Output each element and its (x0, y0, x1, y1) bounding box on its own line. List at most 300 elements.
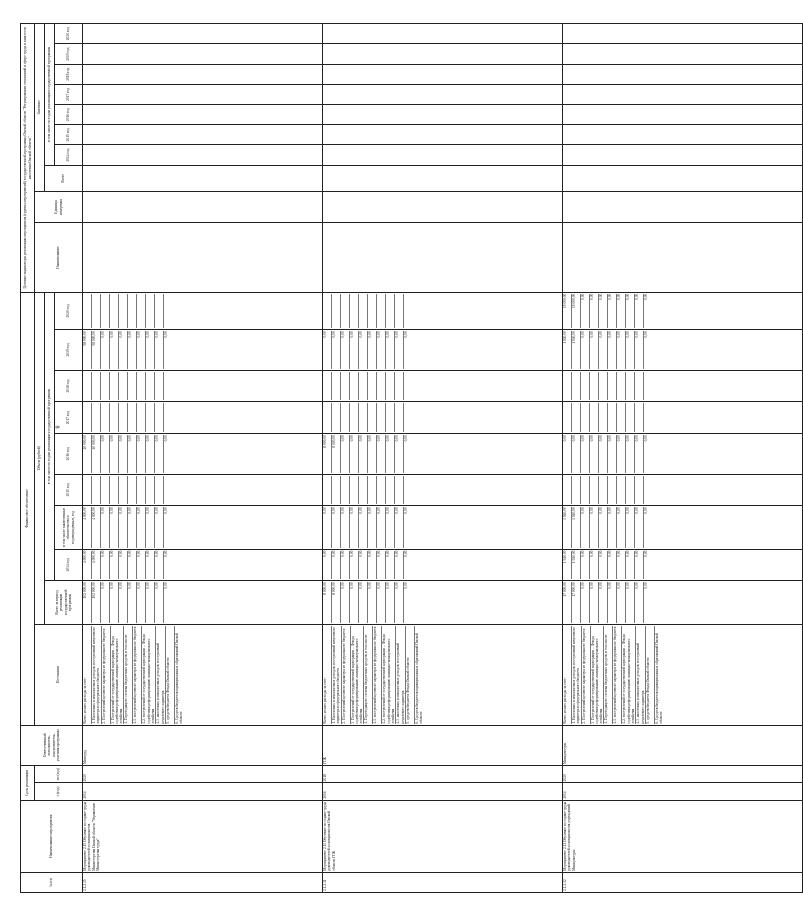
value-cell: 0,00 (404, 435, 408, 442)
source-line: 4.3. налоговых и неналоговых доходов, поступлений нецелевого характера (636, 626, 646, 724)
value-cell: 0,00 (590, 551, 599, 580)
value-cell: 58 000,00 (83, 331, 92, 368)
value-cell: 0,00 (626, 582, 635, 622)
value-cell: 0,00 (590, 507, 599, 547)
value-cell (332, 403, 341, 432)
row-2015 (563, 474, 803, 506)
header-ind-unit: Единица измерения (35, 191, 83, 223)
value-cell (581, 372, 590, 401)
value-cell: 0,00 (626, 435, 635, 472)
value-cell: 8 000,00 (332, 435, 341, 472)
value-cell (110, 476, 119, 505)
value-cell (350, 403, 359, 432)
value-cell (599, 372, 608, 401)
value-cell (137, 476, 146, 505)
value-cell: 0,00 (581, 507, 590, 547)
row-end: 2020 (563, 766, 803, 783)
value-cell (359, 372, 368, 401)
row-start: 2016 (323, 783, 563, 800)
row-2015 (83, 474, 323, 506)
value-cell: 0,00 (572, 435, 581, 472)
value-cell: 0,00 (386, 551, 395, 580)
row-incl (83, 506, 323, 549)
value-cell: 0,00 (368, 551, 377, 580)
value-cell: 0,00 (359, 582, 368, 622)
value-cell (101, 403, 110, 432)
value-cell: 0,00 (404, 331, 408, 338)
value-cell (617, 372, 626, 401)
table-row (83, 24, 323, 893)
value-cell (128, 372, 137, 401)
value-cell (377, 294, 386, 329)
indicator-cell (83, 105, 323, 125)
row-2017 (83, 402, 323, 434)
value-cell: 0,00 (350, 331, 359, 368)
source-line: 4. Переходящего остатка бюджетных средств, в том числе: (604, 626, 613, 724)
value-cell (110, 294, 119, 329)
row-incl (323, 506, 563, 549)
indicator-cell (83, 145, 323, 165)
value-cell: 0,00 (332, 331, 341, 368)
row-2018 (323, 370, 563, 402)
value-cell: 0,00 (128, 435, 137, 472)
value-cell: 0,00 (110, 435, 119, 472)
value-cell (155, 403, 164, 432)
source-line: 6. Средств бюджетов муниципальных образований Омской области (174, 632, 184, 724)
value-cell: 0,00 (635, 294, 644, 329)
value-cell (332, 294, 341, 329)
table-body (83, 24, 803, 893)
value-cell (332, 372, 341, 401)
value-cell: 0,00 (323, 507, 332, 547)
row-name: Мероприятие 2.12 Обучение по охране труда руководителей и специалистов учреждений Минкультуры (563, 800, 803, 872)
row-num: 2.1.2.11 (323, 872, 563, 892)
value-cell (581, 403, 590, 432)
row-2017 (563, 402, 803, 434)
header-total: Всего за период реализации государственной программы (45, 581, 83, 624)
row-start: 2014 (563, 783, 803, 800)
source-line: 1. Налоговых и неналоговых доходов, поступлений нецелевого характера из федерального бюджета (92, 626, 101, 724)
value-cell (323, 403, 332, 432)
value-cell (119, 403, 128, 432)
value-cell: 0,00 (137, 435, 146, 472)
value-cell (395, 372, 404, 401)
value-cell (101, 476, 110, 505)
indicator-cell (83, 125, 323, 145)
value-cell: 0,00 (137, 582, 146, 622)
indicator-cell (563, 125, 803, 145)
value-cell: 0,00 (110, 582, 119, 622)
value-cell: 0,00 (128, 331, 137, 368)
source-line: 4.2. поступлений от государственной корпорации – Фонда содействия реформированию жилищно-коммунального хозяйства (622, 626, 636, 724)
page-number: 8 (53, 425, 60, 429)
source-line: 2. Поступлений целевого характера из федерального бюджета (342, 626, 351, 724)
value-cell (341, 403, 350, 432)
value-cell (635, 403, 644, 432)
value-cell (572, 476, 581, 505)
row-end: 2020 (83, 766, 323, 783)
source-line: 3. Поступлений от государственной корпорации – Фонда содействия реформированию жилищно-коммунального хозяйства (351, 626, 365, 724)
value-cell: 0,00 (119, 582, 128, 622)
source-line: 2. Поступлений целевого характера из федерального бюджета (102, 626, 111, 724)
value-cell (404, 372, 412, 401)
value-cell: 0,00 (146, 507, 155, 547)
value-cell (323, 476, 332, 505)
value-cell: 0,00 (608, 435, 617, 472)
row-2014 (323, 549, 563, 581)
value-cell: 0,00 (617, 582, 626, 622)
value-cell (83, 372, 92, 401)
value-cell: 0,00 (341, 435, 350, 472)
indicator-cell (323, 145, 563, 165)
value-cell (323, 294, 332, 329)
value-cell: 0,00 (395, 331, 404, 368)
value-cell: 0,00 (119, 435, 128, 472)
value-cell: 0,00 (599, 507, 608, 547)
value-cell: 0,00 (359, 331, 368, 368)
value-cell: 0,00 (395, 551, 404, 580)
source-line: Всего, из них расходы за счет: (563, 626, 572, 724)
value-cell: 0,00 (404, 582, 408, 589)
value-cell (563, 403, 572, 432)
value-cell: 0,00 (386, 435, 395, 472)
value-cell: 0,00 (635, 507, 644, 547)
indicator-cell (83, 44, 323, 64)
indicator-cell (563, 44, 803, 64)
row-total (563, 581, 803, 624)
value-cell: 0,00 (590, 294, 599, 329)
value-cell: 0,00 (617, 551, 626, 580)
value-cell: 0,00 (635, 331, 644, 368)
value-cell: 0,00 (644, 435, 648, 442)
value-cell (92, 476, 101, 505)
value-cell (146, 476, 155, 505)
source-line: 3. Поступлений от государственной корпорации – Фонда содействия реформированию жилищно-коммунального хозяйства (591, 626, 605, 724)
value-cell (359, 403, 368, 432)
value-cell: 0,00 (377, 331, 386, 368)
table-row (323, 24, 563, 893)
value-cell: 0,00 (386, 507, 395, 547)
value-cell: 0,00 (377, 435, 386, 472)
indicator-cell (83, 165, 323, 191)
value-cell: 0,00 (155, 507, 164, 547)
value-cell (119, 372, 128, 401)
value-cell (137, 294, 146, 329)
indicator-cell (563, 145, 803, 165)
header-ind-year: 2019 год (55, 44, 83, 64)
source-line: 1. Налоговых и неналоговых доходов, поступлений нецелевого характера из федерального бюджета (332, 626, 341, 724)
row-sources (563, 624, 803, 725)
header-source: Источники (35, 624, 83, 725)
value-cell (128, 476, 137, 505)
value-cell (128, 403, 137, 432)
value-cell (323, 372, 332, 401)
value-cell: 0,00 (350, 507, 359, 547)
header-year: 2017 год (55, 402, 83, 434)
value-cell (119, 476, 128, 505)
value-cell: 0,00 (608, 294, 617, 329)
source-line: Всего, из них расходы за счет: (323, 626, 332, 724)
source-line: 4. Переходящего остатка бюджетных средств, в том числе: (364, 626, 373, 724)
source-line: 4. Переходящего остатка бюджетных средств, в том числе: (124, 626, 133, 724)
value-cell: 0,00 (128, 582, 137, 622)
value-cell: 0,00 (350, 582, 359, 622)
value-cell: 0,00 (386, 331, 395, 368)
value-cell (92, 372, 101, 401)
value-cell (359, 294, 368, 329)
value-cell: 1 940,00 (563, 331, 572, 368)
value-cell (572, 372, 581, 401)
value-cell (146, 403, 155, 432)
value-cell: 0,00 (617, 435, 626, 472)
value-cell: 0,00 (644, 582, 648, 589)
row-sources (83, 624, 323, 725)
value-cell (608, 403, 617, 432)
row-name: Мероприятие 2.15 Обучение по охране труда руководителей и специалистов Министерства Омской области "Управление Министерства труда" (83, 800, 323, 872)
row-executor: Минкультуры (563, 725, 803, 765)
row-num: 2.1.2.12 (563, 872, 803, 892)
value-cell: 0,00 (626, 294, 635, 329)
header-ind-name: Наименование (35, 223, 83, 292)
indicator-cell (323, 24, 563, 44)
value-cell: 0,00 (626, 507, 635, 547)
value-cell: 4 000,00 (92, 551, 101, 580)
header-term-start: с (год) (35, 783, 83, 800)
value-cell: 0,00 (101, 507, 110, 547)
source-line: 4.1. поступлений целевого характера из федерального бюджета (613, 626, 622, 724)
value-cell: 0,00 (395, 582, 404, 622)
row-total (83, 581, 323, 624)
value-cell: 0,00 (341, 331, 350, 368)
value-cell: 0,00 (599, 551, 608, 580)
value-cell: 0,00 (581, 331, 590, 368)
value-cell: 0,00 (590, 435, 599, 472)
value-cell: 0,00 (119, 507, 128, 547)
row-2020 (83, 292, 323, 330)
indicator-cell (563, 64, 803, 84)
header-year: 2020 год (55, 292, 83, 330)
row-2016 (83, 434, 323, 474)
value-cell: 0,00 (128, 507, 137, 547)
header-ind-year: 2015 год (55, 125, 83, 145)
value-cell: 0,00 (137, 551, 146, 580)
value-cell: 17 000,00 (563, 582, 572, 622)
row-2017 (323, 402, 563, 434)
value-cell: 0,00 (119, 551, 128, 580)
value-cell (590, 372, 599, 401)
value-cell (626, 476, 635, 505)
value-cell: 0,00 (626, 551, 635, 580)
value-cell (83, 476, 92, 505)
value-cell: 0,00 (377, 551, 386, 580)
value-cell: 0,00 (119, 331, 128, 368)
header-year: 2018 год (55, 370, 83, 402)
source-line: 4.3. налоговых и неналоговых доходов, поступлений нецелевого характера (156, 626, 166, 724)
value-cell: 0,00 (608, 507, 617, 547)
value-cell: 0,00 (368, 331, 377, 368)
value-cell: 0,00 (359, 435, 368, 472)
value-cell: 102 000,00 (83, 582, 92, 622)
value-cell (83, 294, 92, 329)
row-2014 (83, 549, 323, 581)
header-year: 2015 год (55, 474, 83, 506)
value-cell (128, 294, 137, 329)
header-year: 2016 год (55, 434, 83, 474)
source-line: Всего, из них расходы за счет: (83, 626, 92, 724)
row-name: Мероприятие 2.11 Обучение по охране труда руководителей и специалистов Омской области ГПК (323, 800, 563, 872)
value-cell: 102 000,00 (92, 582, 101, 622)
value-cell (164, 372, 172, 401)
value-cell: 0,00 (599, 582, 608, 622)
value-cell (110, 403, 119, 432)
row-num: 2.1.2.15 (83, 872, 323, 892)
value-cell (386, 403, 395, 432)
value-cell (368, 476, 377, 505)
row-2016 (323, 434, 563, 474)
value-cell (644, 372, 652, 401)
source-line: 4.2. поступлений от государственной корпорации – Фонда содействия реформированию жилищно-коммунального хозяйства (382, 626, 396, 724)
value-cell (395, 294, 404, 329)
value-cell: 0,00 (341, 507, 350, 547)
value-cell: 0,00 (626, 331, 635, 368)
value-cell: 58 000,00 (92, 331, 101, 368)
value-cell (341, 476, 350, 505)
value-cell: 4 000,00 (92, 507, 101, 547)
value-cell: 40 000,00 (83, 435, 92, 472)
value-cell: 0,00 (164, 331, 168, 338)
header-volume: Объем (рублей) (35, 292, 45, 624)
value-cell: 0,00 (377, 507, 386, 547)
value-cell: 0,00 (332, 551, 341, 580)
value-cell (146, 372, 155, 401)
program-table (20, 23, 803, 893)
value-cell: 0,00 (155, 331, 164, 368)
value-cell (377, 372, 386, 401)
value-cell (350, 476, 359, 505)
row-end: 2018 (323, 766, 563, 783)
value-cell (581, 476, 590, 505)
value-cell (101, 294, 110, 329)
value-cell (386, 476, 395, 505)
value-cell (404, 476, 412, 505)
value-cell: 0,00 (581, 582, 590, 622)
header-num: № п/п (21, 872, 83, 892)
value-cell (341, 294, 350, 329)
value-cell (590, 476, 599, 505)
value-cell: 0,00 (599, 331, 608, 368)
value-cell: 0,00 (581, 294, 590, 329)
value-cell (350, 294, 359, 329)
header-indicators: Целевые индикаторы реализации мероприятия (группы мероприятий) государственной программы Омской области "Регулирование отношений в сфере труда и занятости населения Омской области" (21, 24, 35, 293)
value-cell: 4 000,00 (83, 551, 92, 580)
value-cell: 0,00 (368, 582, 377, 622)
row-2015 (323, 474, 563, 506)
value-cell (644, 476, 652, 505)
value-cell (368, 294, 377, 329)
value-cell: 0,00 (155, 435, 164, 472)
value-cell: 0,00 (404, 550, 408, 557)
value-cell (368, 372, 377, 401)
value-cell: 0,00 (164, 550, 168, 557)
value-cell: 0,00 (635, 551, 644, 580)
value-cell: 15 000,00 (572, 294, 581, 329)
value-cell: 0,00 (164, 435, 168, 442)
value-cell (137, 403, 146, 432)
value-cell (617, 476, 626, 505)
header-executor: Ответственный исполнитель, соисполнитель, участник программы (21, 725, 83, 765)
header-year: 2014 год (55, 549, 83, 581)
value-cell: 0,00 (164, 507, 168, 514)
row-start: 2014 (83, 783, 323, 800)
row-2019 (323, 330, 563, 370)
value-cell (332, 476, 341, 505)
source-line: 4.3. налоговых и неналоговых доходов, поступлений нецелевого характера (396, 626, 406, 724)
value-cell: 0,00 (395, 507, 404, 547)
value-cell: 15 000,00 (563, 294, 572, 329)
value-cell (599, 403, 608, 432)
value-cell: 0,00 (341, 551, 350, 580)
source-line: 4.1. поступлений целевого характера из федерального бюджета (373, 626, 382, 724)
value-cell (599, 476, 608, 505)
row-2016 (563, 434, 803, 474)
value-cell: 0,00 (617, 331, 626, 368)
value-cell (377, 476, 386, 505)
value-cell: 0,00 (368, 507, 377, 547)
indicator-cell (83, 191, 323, 223)
value-cell: 0,00 (377, 582, 386, 622)
value-cell: 0,00 (350, 551, 359, 580)
value-cell (119, 294, 128, 329)
row-2019 (563, 330, 803, 370)
indicator-cell (323, 105, 563, 125)
value-cell: 8 000,00 (332, 582, 341, 622)
header-financing: Финансовое обеспечение (21, 292, 35, 725)
value-cell (368, 403, 377, 432)
value-cell: 0,00 (323, 551, 332, 580)
source-line: 5. средств бюджета Фонда Омской области (406, 626, 415, 724)
value-cell: 0,00 (146, 435, 155, 472)
value-cell: 0,00 (608, 551, 617, 580)
value-cell: 0,00 (359, 551, 368, 580)
value-cell: 1 940,00 (563, 551, 572, 580)
indicator-cell (563, 191, 803, 223)
value-cell (404, 403, 412, 432)
header-ind-total: Всего (45, 165, 83, 191)
row-executor: Минтруд (83, 725, 323, 765)
value-cell: 0,00 (101, 331, 110, 368)
source-line: 5. средств бюджета Фонда Омской области (646, 626, 655, 724)
value-cell: 0,00 (323, 331, 332, 368)
value-cell: 0,00 (359, 507, 368, 547)
value-cell (155, 372, 164, 401)
value-cell: 0,00 (644, 507, 648, 514)
indicator-cell (323, 165, 563, 191)
header-name: Наименование мероприятия (21, 800, 83, 872)
value-cell (590, 403, 599, 432)
row-sources (323, 624, 563, 725)
value-cell: 17 000,00 (572, 582, 581, 622)
value-cell: 0,00 (644, 550, 648, 557)
value-cell (572, 403, 581, 432)
value-cell (164, 294, 172, 329)
value-cell: 0,00 (155, 551, 164, 580)
value-cell (635, 372, 644, 401)
source-line: 6. Средств бюджетов муниципальных образований Омской области (414, 632, 424, 724)
indicator-cell (323, 84, 563, 104)
value-cell: 0,00 (608, 331, 617, 368)
indicator-cell (563, 24, 803, 44)
indicator-cell (323, 64, 563, 84)
